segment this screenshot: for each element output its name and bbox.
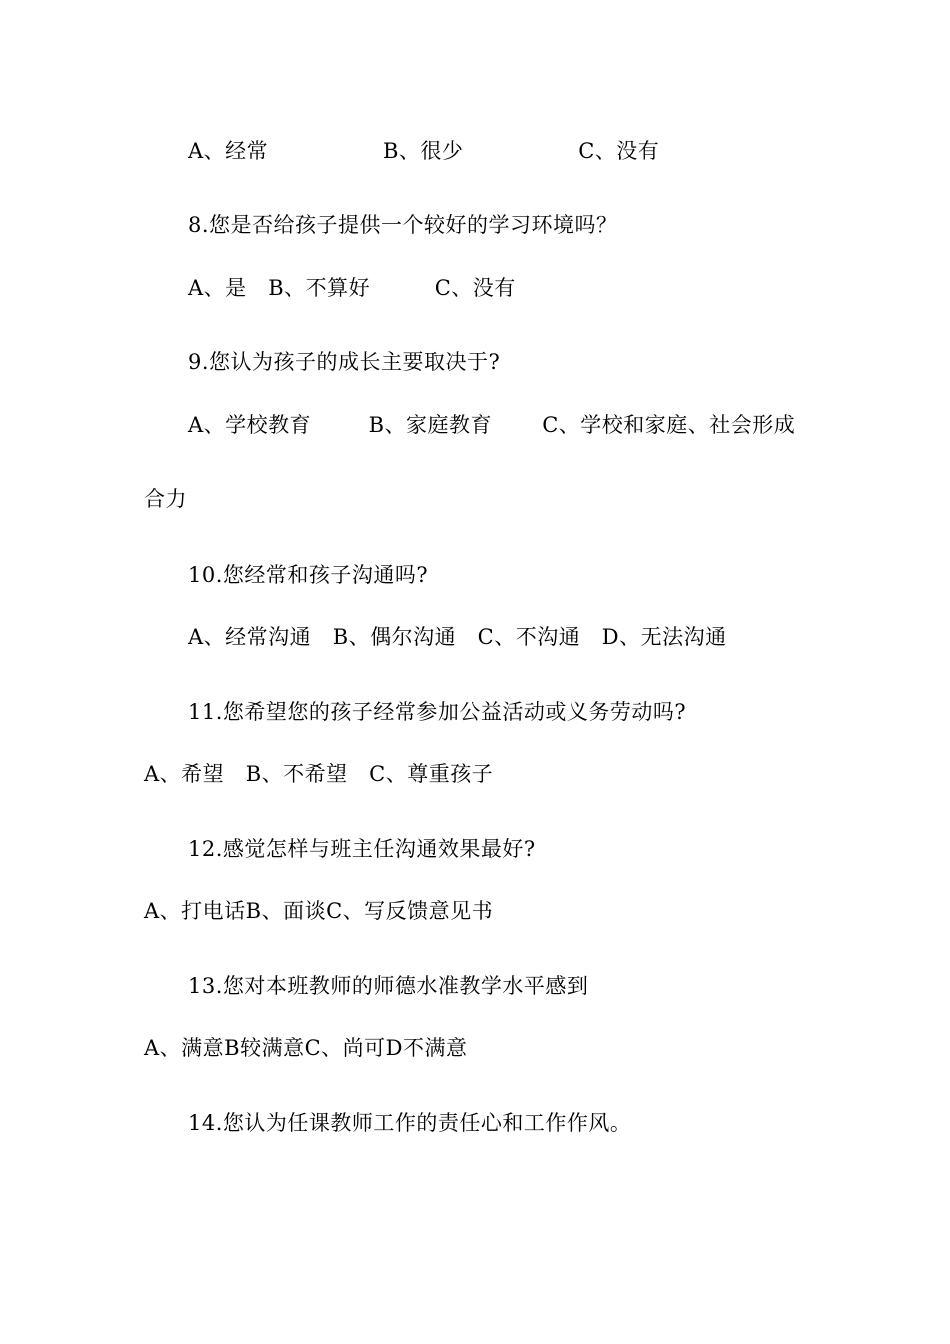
- q7-options: A、经常 B、很少 C、没有: [188, 139, 660, 163]
- q12-options: A、打电话B、面谈C、写反馈意见书: [144, 899, 494, 923]
- q10-question: 10.您经常和孩子沟通吗?: [188, 563, 429, 587]
- q11-question: 11.您希望您的孩子经常参加公益活动或义务劳动吗?: [188, 700, 687, 724]
- q13-options: A、满意B较满意C、尚可D不满意: [144, 1036, 468, 1060]
- q13-question: 13.您对本班教师的师德水准教学水平感到: [188, 974, 589, 998]
- q9-options-line2: 合力: [144, 487, 187, 511]
- q10-options: A、经常沟通 B、偶尔沟通 C、不沟通 D、无法沟通: [188, 625, 727, 649]
- q8-question: 8.您是否给孩子提供一个较好的学习环境吗？: [188, 213, 618, 237]
- q9-question: 9.您认为孩子的成长主要取决于?: [188, 350, 501, 374]
- q11-options: A、希望 B、不希望 C、尊重孩子: [144, 762, 494, 786]
- q12-question: 12.感觉怎样与班主任沟通效果最好?: [188, 837, 536, 861]
- q8-options: A、是 B、不算好 C、没有: [188, 276, 516, 300]
- q9-options-line1: A、学校教育 B、家庭教育 C、学校和家庭、社会形成: [188, 413, 796, 437]
- q14-question: 14.您认为任课教师工作的责任心和工作作风。: [188, 1111, 632, 1135]
